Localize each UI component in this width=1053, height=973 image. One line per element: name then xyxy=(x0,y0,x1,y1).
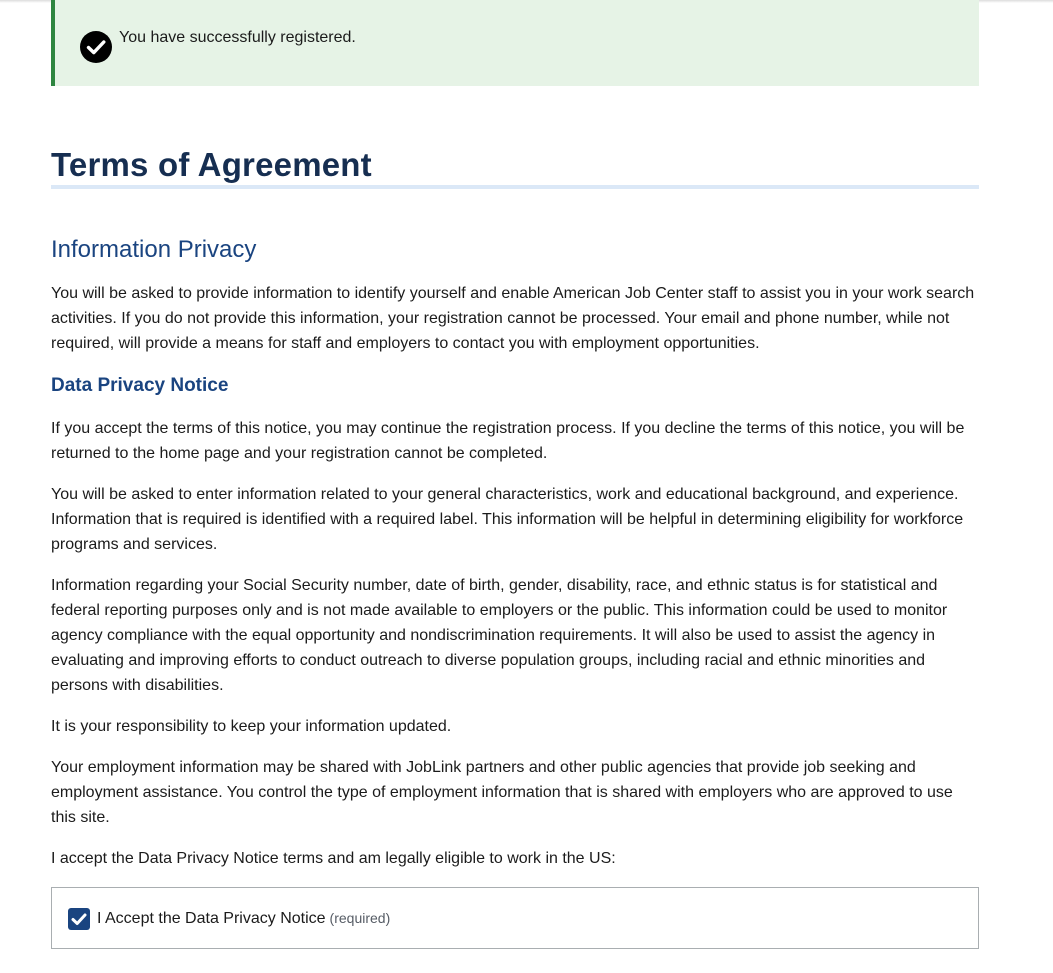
information-privacy-paragraph: You will be asked to provide information to identify yourself and enable American Job Center staff to assist you in your work search activities. If you do not provide this information, your registration cannot be processed. Your email and phone number, while not required, will provide a means for staff and employers to contact you with employment opportunities. xyxy=(51,285,975,352)
notice-paragraph-responsibility: It is your responsibility to keep your information updated. xyxy=(51,718,452,735)
title-divider xyxy=(51,185,979,189)
success-message: You have successfully registered. xyxy=(119,29,356,46)
accept-notice-label-text: I Accept the Data Privacy Notice xyxy=(97,910,326,927)
notice-paragraph-statistical-use: Information regarding your Social Security number, date of birth, gender, disability, race, and ethnic status is for statistical and federal reporting purposes only and is not made available to employers or the public. This information could be used to monitor agency compliance with the equal opportunity and nondiscrimination requirements. It will also be used to assist the agency in evaluating and improving efforts to conduct outreach to diverse population groups, including racial and ethnic minorities and persons with disabilities. xyxy=(51,577,948,694)
accept-notice-label[interactable] xyxy=(97,907,390,930)
data-privacy-notice-heading: Data Privacy Notice xyxy=(51,375,229,396)
success-alert xyxy=(51,0,979,86)
notice-paragraph-information-sharing: Your employment information may be shared with JobLink partners and other public agencies that provide job seeking and employment assistance. You control the type of employment information that is shared with employers who are approved to use this site. xyxy=(51,759,953,826)
checkmark-icon xyxy=(68,908,90,930)
information-privacy-heading: Information Privacy xyxy=(51,236,257,263)
main-content xyxy=(51,0,979,927)
notice-paragraph-accept-terms: If you accept the terms of this notice, you may continue the registration process. If you decline the terms of this notice, you will be returned to the home page and your registration cannot be completed. xyxy=(51,420,965,462)
notice-paragraph-information-required: You will be asked to enter information related to your general characteristics, work and educational background, and experience. Information that is required is identified with a required label. This information will be helpful in determining eligibility for workforce programs and services. xyxy=(51,486,964,553)
page-title: Terms of Agreement xyxy=(51,146,372,183)
notice-paragraph-accept-prompt: I accept the Data Privacy Notice terms and am legally eligible to work in the US: xyxy=(51,850,616,867)
check-circle-icon xyxy=(79,30,113,64)
required-indicator: (required) xyxy=(329,910,391,926)
accept-notice-checkbox[interactable] xyxy=(68,908,90,930)
accept-notice-field[interactable] xyxy=(51,887,979,949)
